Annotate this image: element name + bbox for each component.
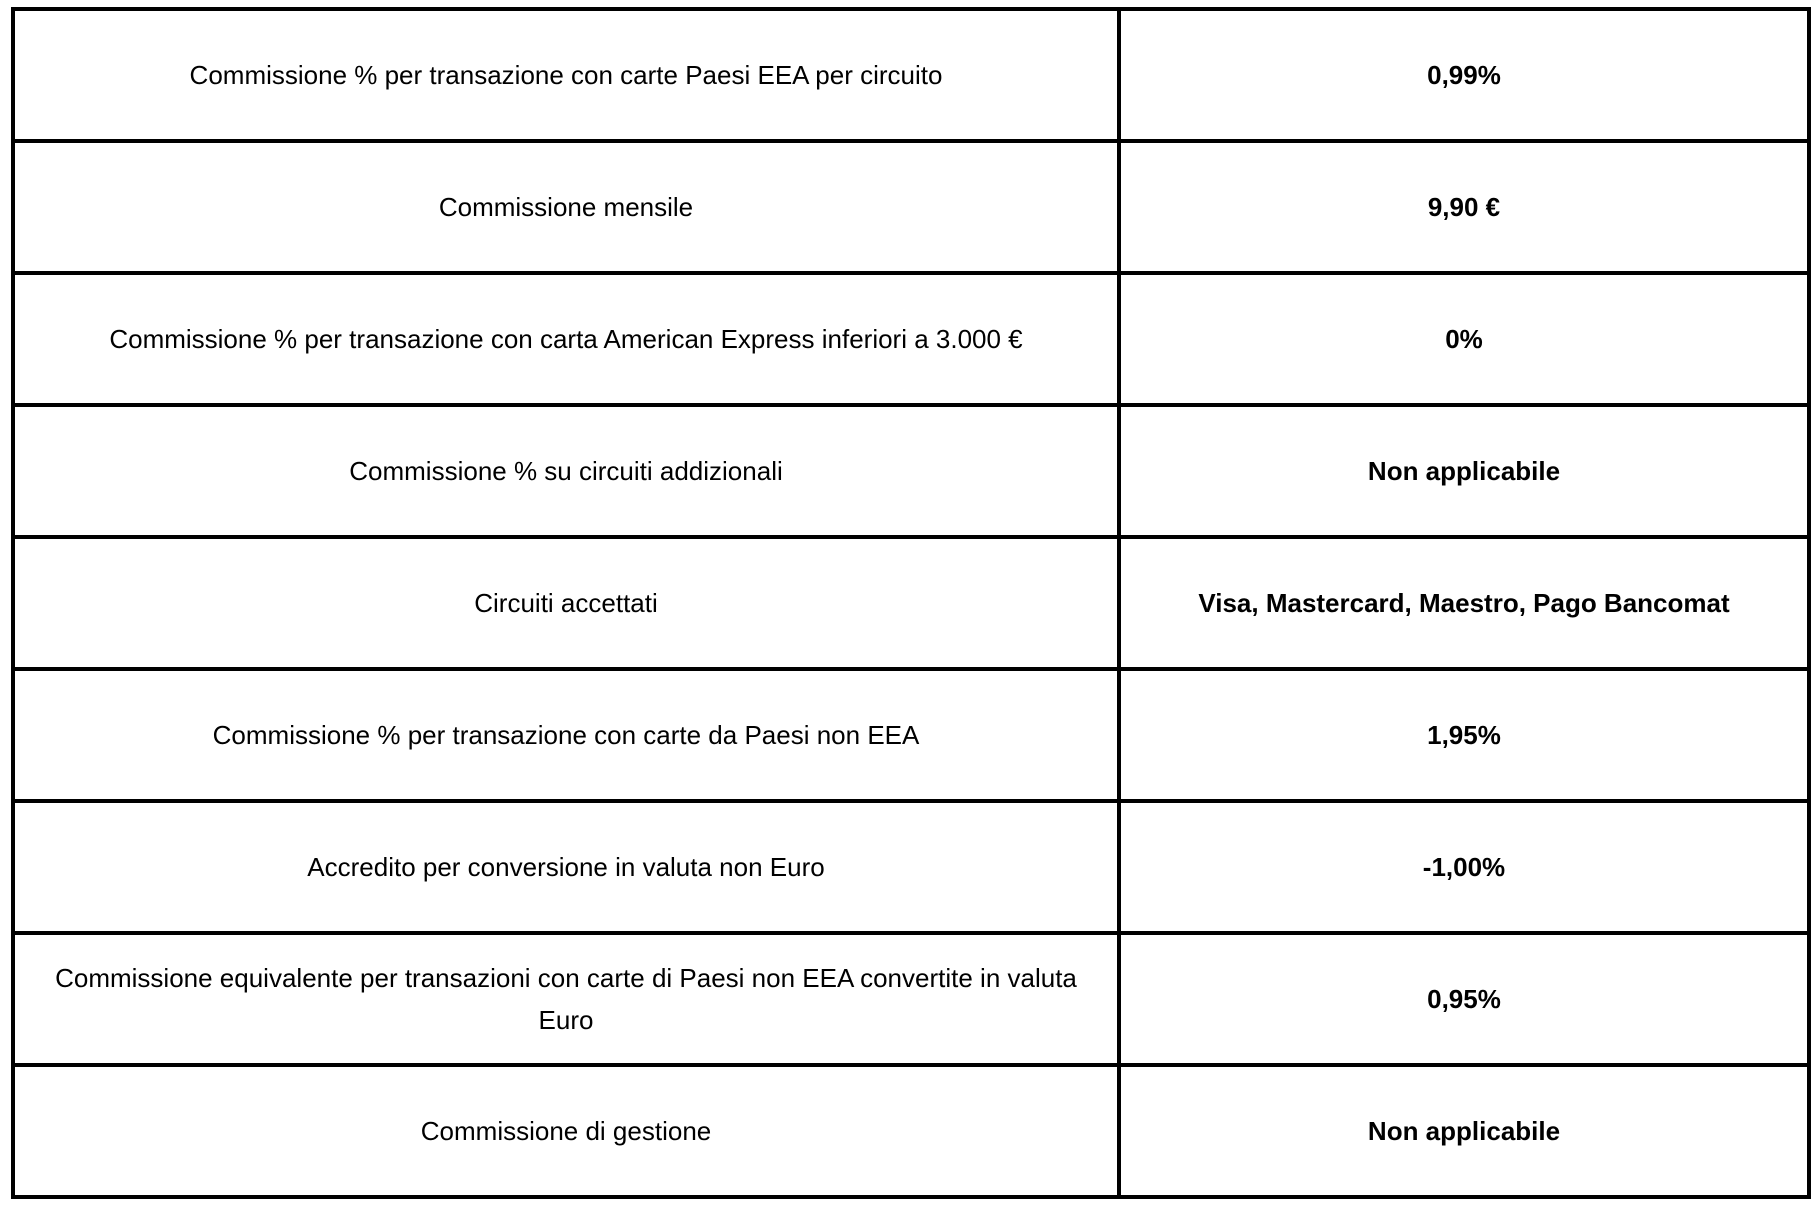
fee-label: Circuiti accettati [13,537,1119,669]
fee-label: Commissione di gestione [13,1065,1119,1197]
fee-value: -1,00% [1119,801,1809,933]
fee-value: Non applicabile [1119,1065,1809,1197]
fee-value: 9,90 € [1119,141,1809,273]
table-row [13,933,1809,1065]
fee-value: 1,95% [1119,669,1809,801]
table-row [13,801,1809,933]
table-row [13,273,1809,405]
fee-label: Accredito per conversione in valuta non Euro [13,801,1119,933]
fee-value: 0% [1119,273,1809,405]
table-row [13,537,1809,669]
fee-label: Commissione % per transazione con carte Paesi EEA per circuito [13,9,1119,141]
table-row [13,669,1809,801]
fee-label: Commissione % su circuiti addizionali [13,405,1119,537]
fee-label: Commissione mensile [13,141,1119,273]
fee-value: 0,99% [1119,9,1809,141]
fee-label: Commissione % per transazione con carta American Express inferiori a 3.000 € [13,273,1119,405]
fee-table-body [13,9,1809,1197]
fee-value: Visa, Mastercard, Maestro, Pago Bancomat [1119,537,1809,669]
fee-table [11,7,1811,1199]
table-row [13,9,1809,141]
fee-label: Commissione equivalente per transazioni con carte di Paesi non EEA convertite in valuta Euro [13,933,1119,1065]
table-row [13,141,1809,273]
fee-label: Commissione % per transazione con carte da Paesi non EEA [13,669,1119,801]
fee-value: 0,95% [1119,933,1809,1065]
table-row [13,405,1809,537]
fee-value: Non applicabile [1119,405,1809,537]
table-row [13,1065,1809,1197]
